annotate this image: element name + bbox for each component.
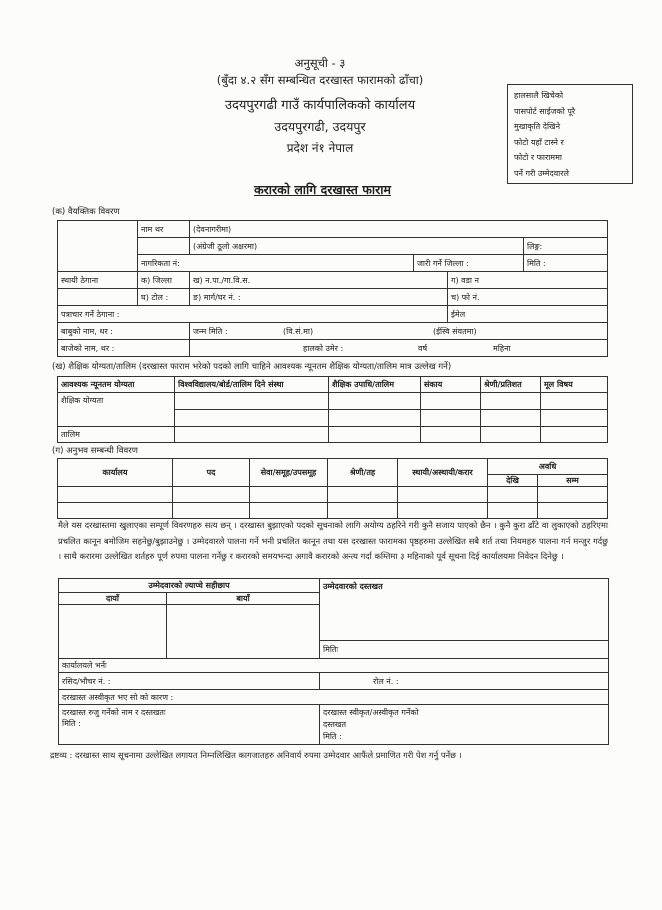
roll-number-field[interactable]: रोल नं. : xyxy=(320,673,609,690)
education-cell[interactable] xyxy=(421,393,481,410)
experience-cell[interactable] xyxy=(538,487,608,503)
ward-field[interactable]: ग) वडा न xyxy=(448,272,608,289)
left-thumbprint-box[interactable] xyxy=(167,605,320,659)
left-thumb-label: बायाँ xyxy=(167,593,320,605)
phone-field[interactable]: च) फो नं. xyxy=(448,289,608,306)
permanent-address-label: स्थायी ठेगाना xyxy=(58,272,138,289)
experience-cell[interactable] xyxy=(173,503,250,519)
signature-date-field[interactable]: मितिः xyxy=(320,641,609,659)
grandfather-name-field[interactable]: बाजेको नाम, थर : xyxy=(58,340,190,357)
training-cell[interactable] xyxy=(481,427,541,443)
declaration-text: मैले यस दरखास्तमा खुलाएका सम्पूर्ण विवरणहरु सत्य छन् । दरखास्त बुझाएको पदको सूचनाको लागि अयोग्य ठहरिने गरी कुनै सजाय पाएको छैन । कुनै कुरा ढाँटे वा लुकाएको ठहरिएमा प्रचलित कानून बमोजिम सहनेछु/बुझाउनेछु । उम्मेदवारले पालना गर्ने भनी प्रचलित कानून तथा यस दरखास्त फारामका पृष्ठहरुमा उल्लेखित सबै शर्त तथा नियमहरु पालना गर्न मन्जुर गर्दछु । साथै करारमा उल्लेखित शर्तहरु पूर्ण रुपमा पालना गर्नेछु र करारको समयभन्दा अगावै करारको अन्त्य गर्दा कम्तिमा ३ महिनाको पूर्व सूचना दिई कार्यालयमा निवेदन दिनेछु । xyxy=(58,520,608,561)
education-cell[interactable] xyxy=(421,410,481,427)
name-devanagari-field[interactable]: (देवनागरीमा) xyxy=(190,221,608,238)
citizenship-field[interactable]: नागरिकता नं: xyxy=(138,255,414,272)
experience-table xyxy=(57,458,608,519)
father-name-field[interactable]: बाबुको नाम, थर : xyxy=(58,323,190,340)
gender-field[interactable]: लिङ्ग: xyxy=(524,238,608,255)
col-to: सम्म xyxy=(538,475,608,487)
col-post: पद xyxy=(173,459,250,487)
experience-cell[interactable] xyxy=(328,503,398,519)
experience-cell[interactable] xyxy=(58,503,173,519)
form-title: करारको लागि दरखास्त फाराम xyxy=(254,182,391,197)
experience-cell[interactable] xyxy=(250,503,328,519)
col-faculty: संकाय xyxy=(421,377,481,393)
province: प्रदेश नं१ नेपाल xyxy=(286,141,354,155)
candidate-signature-box[interactable]: उम्मेदवारको दस्तखत xyxy=(320,579,609,641)
receipt-number-field[interactable]: रसिद/भौचर नं. : xyxy=(59,673,320,690)
col-office: कार्यालय xyxy=(58,459,173,487)
col-level: श्रेणी/तह xyxy=(328,459,398,487)
experience-cell[interactable] xyxy=(58,487,173,503)
experience-cell[interactable] xyxy=(398,503,488,519)
experience-cell[interactable] xyxy=(488,503,538,519)
education-cell[interactable] xyxy=(329,410,421,427)
experience-cell[interactable] xyxy=(328,487,398,503)
experience-cell[interactable] xyxy=(398,487,488,503)
form-format-note: (बुँदा ४.२ सँग सम्बन्धित दरखास्त फारामको ढाँचा) xyxy=(216,73,424,87)
experience-cell[interactable] xyxy=(538,503,608,519)
row-education-label: शैक्षिक योग्यता xyxy=(58,393,175,427)
education-cell[interactable] xyxy=(481,410,541,427)
name-english-field[interactable]: (अंग्रेजी ठूलो अक्षरमा) xyxy=(190,238,524,255)
col-from: देखि xyxy=(488,475,538,487)
row-training-label: तालिम xyxy=(58,427,175,443)
office-address: उदयपुरगढी, उदयपुर xyxy=(274,119,366,134)
col-period: अवधि xyxy=(488,459,608,475)
municipality-field[interactable]: ख) न.पा./गा.वि.स. xyxy=(190,272,448,289)
thumbprint-heading: उम्मेदवारको ल्याप्चे सहीछाप xyxy=(59,579,320,593)
experience-cell[interactable] xyxy=(250,487,328,503)
col-employment-type: स्थायी/अस्थायी/करार xyxy=(398,459,488,487)
right-thumb-label: दायाँ xyxy=(59,593,167,605)
col-min-qualification: आवश्यक न्यूनतम योग्यता xyxy=(58,377,175,393)
col-service-group: सेवा/समूह/उपसमूह xyxy=(250,459,328,487)
training-cell[interactable] xyxy=(541,427,608,443)
education-table xyxy=(57,376,608,443)
current-age-field[interactable]: हालको उमेर : वर्ष महिना xyxy=(190,340,608,357)
experience-cell[interactable] xyxy=(173,487,250,503)
district-field[interactable]: क) जिल्ला xyxy=(138,272,190,289)
issue-date-field[interactable]: मिति : xyxy=(524,255,608,272)
col-institution: विश्वविद्यालय/बोर्ड/तालिम दिने संस्था xyxy=(175,377,329,393)
education-cell[interactable] xyxy=(329,393,421,410)
col-degree: शैक्षिक उपाधि/तालिम xyxy=(329,377,421,393)
training-cell[interactable] xyxy=(175,427,329,443)
verifier-field[interactable]: दरखास्त रुजु गर्नेको नाम र दस्तखतः मिति : xyxy=(59,705,320,745)
name-label: नाम थर xyxy=(138,221,190,238)
date-of-birth-field[interactable]: जन्म मिति : (वि.सं.मा) (ईस्वि संवतमा) xyxy=(190,323,608,340)
training-cell[interactable] xyxy=(329,427,421,443)
correspondence-address-field[interactable]: पत्राचार गर्ने ठेगाना : xyxy=(58,306,448,323)
training-cell[interactable] xyxy=(421,427,481,443)
right-thumbprint-box[interactable] xyxy=(59,605,167,659)
approver-field[interactable]: दरखास्त स्वीकृत/अस्वीकृत गर्नेको दस्तखत मिति : xyxy=(320,705,609,745)
section-c-heading: (ग) अनुभव सम्बन्धी विवरण xyxy=(52,446,138,456)
office-use-label: कार्यालयले भर्नेः xyxy=(59,659,609,673)
col-major-subject: मूल विषय xyxy=(541,377,608,393)
education-cell[interactable] xyxy=(175,393,329,410)
tole-field[interactable]: घ) टोल : xyxy=(138,289,190,306)
education-cell[interactable] xyxy=(541,393,608,410)
experience-cell[interactable] xyxy=(488,487,538,503)
education-cell[interactable] xyxy=(541,410,608,427)
education-cell[interactable] xyxy=(481,393,541,410)
section-b-heading: (ख) शैक्षिक योग्यता/तालिम (दरखास्त फाराम भरेको पदको लागि चाहिने आवश्यक न्यूनतम शैक्षिक योग्यता/तालिम मात्र उल्लेख गर्ने) xyxy=(52,362,452,372)
education-cell[interactable] xyxy=(175,410,329,427)
office-name: उदयपुरगढी गाउँ कार्यपालिकको कार्यालय xyxy=(224,98,416,113)
street-field[interactable]: ङ) मार्ग/घर नं. : xyxy=(190,289,448,306)
rejection-reason-field[interactable]: दरखास्त अस्वीकृत भए सो को कारण : xyxy=(59,690,609,705)
footnote: द्रष्टव्य : दरखास्त साथ सूचनामा उल्लेखित लगायत निम्नलिखित कागजातहरु अनिवार्य रुपमा उम्मेदवार आफैंले प्रमाणित गरी पेश गर्नु पर्नेछ । xyxy=(50,750,462,760)
col-division: श्रेणी/प्रतिशत xyxy=(481,377,541,393)
personal-details-table xyxy=(57,220,608,357)
photo-box: हालसालै खिचेको पासपोर्ट साईजको पूरै मुखाकृति देखिने फोटो यहाँ टास्ने र फोटो र फाराममा पर्ने गरी उम्मेदवारले xyxy=(507,84,633,184)
signature-office-table xyxy=(58,578,609,745)
email-field[interactable]: ईमेल xyxy=(448,306,608,323)
section-a-heading: (क) वैयक्तिक विवरण xyxy=(52,207,120,217)
schedule-number: अनुसूची - ३ xyxy=(294,56,346,70)
issued-district-field[interactable]: जारी गर्ने जिल्ला : xyxy=(414,255,524,272)
